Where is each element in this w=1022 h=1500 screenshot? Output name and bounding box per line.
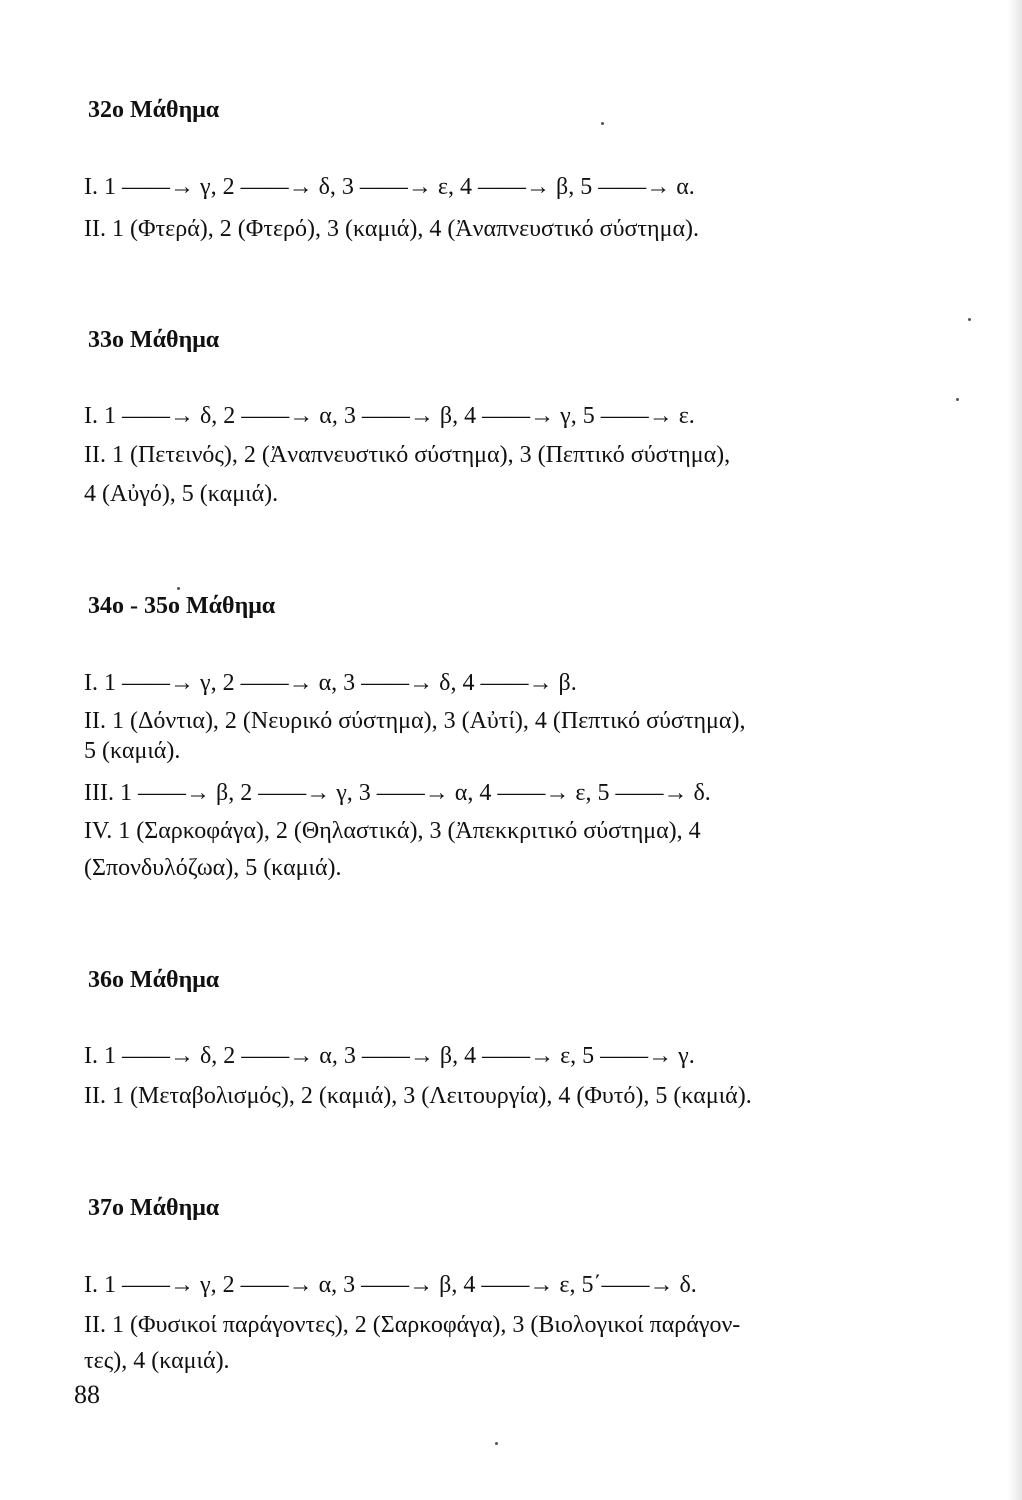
answer-line: IV. 1 (Σαρκοφάγα), 2 (Θηλαστικά), 3 (Ἀπεκκριτικό σύστημα), 4: [84, 818, 701, 844]
section-title-36: 36ο Μάθημα: [88, 967, 220, 993]
answer-line: τες), 4 (καμιά).: [84, 1348, 230, 1374]
answer-line: I. 1 ——→ γ, 2 ——→ α, 3 ——→ δ, 4 ——→ β.: [84, 670, 577, 696]
answer-line: II. 1 (Μεταβολισμός), 2 (καμιά), 3 (Λειτουργία), 4 (Φυτό), 5 (καμιά).: [84, 1083, 752, 1109]
answer-line: III. 1 ——→ β, 2 ——→ γ, 3 ——→ α, 4 ——→ ε, 5 ——→ δ.: [84, 780, 711, 806]
section-title-33: 33ο Μάθημα: [88, 327, 220, 353]
section-title-32: 32ο Μάθημα: [88, 97, 220, 123]
answer-line: II. 1 (Φτερά), 2 (Φτερό), 3 (καμιά), 4 (Ἀναπνευστικό σύστημα).: [84, 216, 700, 242]
answer-line: II. 1 (Πετεινός), 2 (Ἀναπνευστικό σύστημα), 3 (Πεπτικό σύστημα),: [84, 442, 731, 468]
answer-line: I. 1 ——→ δ, 2 ——→ α, 3 ——→ β, 4 ——→ γ, 5 ——→ ε.: [84, 403, 695, 429]
scan-speck: [177, 587, 180, 590]
page-number: 88: [74, 1380, 100, 1409]
answer-line: 4 (Αὐγό), 5 (καμιά).: [84, 481, 279, 507]
scan-speck: [956, 398, 959, 401]
answer-line: (Σπονδυλόζωα), 5 (καμιά).: [84, 855, 342, 881]
answer-line: I. 1 ——→ γ, 2 ——→ α, 3 ——→ β, 4 ——→ ε, 5΄——→ δ.: [84, 1272, 697, 1298]
answer-line: I. 1 ——→ δ, 2 ——→ α, 3 ——→ β, 4 ——→ ε, 5 ——→ γ.: [84, 1043, 695, 1069]
answer-line: 5 (καμιά).: [84, 738, 181, 764]
section-title-37: 37ο Μάθημα: [88, 1195, 220, 1221]
scan-speck: [968, 318, 971, 321]
scan-speck: [601, 122, 604, 125]
scan-speck: [495, 1442, 498, 1445]
section-title-34-35: 34ο - 35ο Μάθημα: [88, 593, 276, 619]
answer-line: II. 1 (Φυσικοί παράγοντες), 2 (Σαρκοφάγα), 3 (Βιολογικοί παράγον-: [84, 1312, 741, 1338]
answer-line: II. 1 (Δόντια), 2 (Νευρικό σύστημα), 3 (Αὐτί), 4 (Πεπτικό σύστημα),: [84, 708, 746, 734]
answer-line: I. 1 ——→ γ, 2 ——→ δ, 3 ——→ ε, 4 ——→ β, 5 ——→ α.: [84, 174, 695, 200]
scan-edge-shadow: [1008, 0, 1022, 1500]
